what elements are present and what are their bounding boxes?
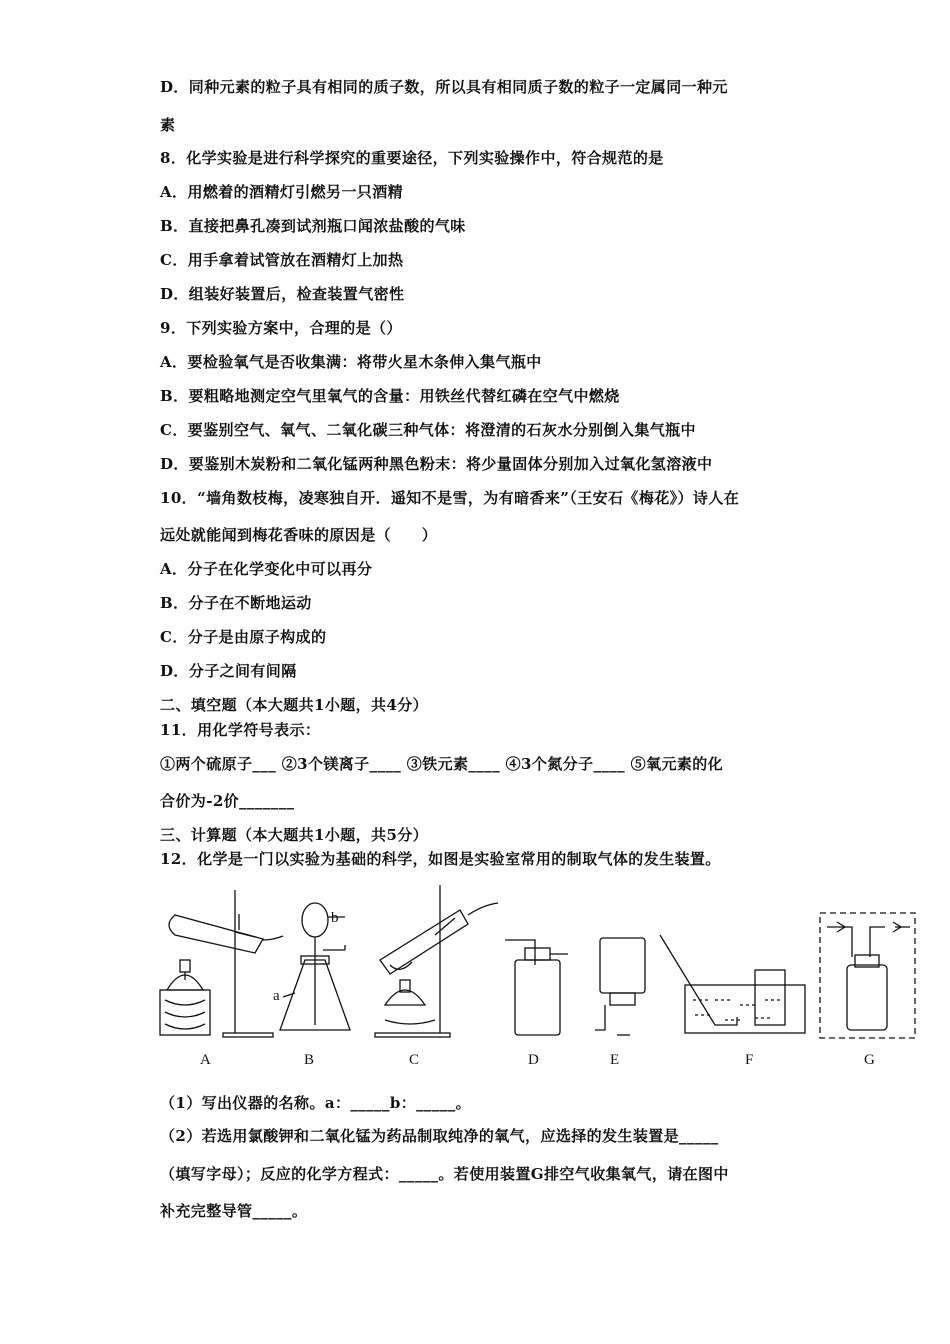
- apparatus-e: [595, 938, 645, 1035]
- line-14: A．分子在化学变化中可以再分: [160, 560, 373, 578]
- apparatus-c: [375, 885, 498, 1037]
- line-23: 12．化学是一门以实验为基础的科学，如图是实验室常用的制取气体的发生装置。: [160, 850, 721, 868]
- line-21: 合价为-2价_______: [160, 792, 295, 810]
- label-d: D: [528, 1052, 539, 1068]
- line-9: B．要粗略地测定空气里氧气的含量：用铁丝代替红磷在空气中燃烧: [160, 387, 620, 405]
- line-18: 二、填空题（本大题共1小题，共4分）: [160, 696, 429, 714]
- line-11: D．要鉴别木炭粉和二氧化锰两种黑色粉末：将少量固体分别加入过氧化氢溶液中: [160, 455, 713, 473]
- line-6: D．组装好装置后，检查装置气密性: [160, 285, 405, 303]
- apparatus-a: [160, 890, 283, 1037]
- apparatus-f: [660, 935, 805, 1033]
- question-2-end: 补充完整导管_____。: [160, 1202, 308, 1220]
- line-0: D．同种元素的粒子具有相同的质子数，所以具有相同质子数的粒子一定属同一种元: [160, 78, 728, 96]
- line-5: C．用手拿着试管放在酒精灯上加热: [160, 251, 404, 269]
- label-a: A: [200, 1052, 211, 1068]
- callout-b: b: [331, 910, 339, 926]
- label-c: C: [409, 1052, 420, 1068]
- line-10: C．要鉴别空气、氧气、二氧化碳三种气体：将澄清的石灰水分别倒入集气瓶中: [160, 421, 696, 439]
- apparatus-g: [820, 913, 915, 1038]
- line-16: C．分子是由原子构成的: [160, 628, 327, 646]
- question-1: （1）写出仪器的名称。a：_____b：_____。: [160, 1094, 472, 1112]
- label-e: E: [610, 1052, 620, 1068]
- line-4: B．直接把鼻孔凑到试剂瓶口闻浓盐酸的气味: [160, 217, 466, 235]
- line-13: 远处就能闻到梅花香味的原因是（ ）: [160, 526, 438, 544]
- question-2-cont: （填写字母）；反应的化学方程式：_____。若使用装置G排空气收集氧气，请在图中: [160, 1165, 729, 1183]
- line-3: A．用燃着的酒精灯引燃另一只酒精: [160, 183, 404, 201]
- apparatus-b: [280, 903, 350, 1030]
- apparatus-d: [505, 940, 568, 1035]
- callout-a: a: [273, 988, 280, 1004]
- line-20: ①两个硫原子___ ②3个镁离子____ ③铁元素____ ④3个氮分子____ ⑤氧元素的化: [160, 755, 724, 773]
- line-7: 9．下列实验方案中，合理的是（）: [160, 319, 402, 337]
- line-12: 10．“墙角数枝梅，凌寒独自开．遥知不是雪，为有暗香来”（王安石《梅花》）诗人在: [160, 489, 740, 507]
- question-2: （2）若选用氯酸钾和二氧化锰为药品制取纯净的氧气，应选择的发生装置是_____: [160, 1127, 719, 1145]
- line-2: 8．化学实验是进行科学探究的重要途径，下列实验操作中，符合规范的是: [160, 149, 664, 167]
- line-19: 11．用化学符号表示：: [160, 721, 321, 739]
- apparatus-figure: [155, 880, 925, 1075]
- label-g: G: [864, 1052, 875, 1068]
- label-f: F: [745, 1052, 754, 1068]
- line-17: D．分子之间有间隔: [160, 662, 297, 680]
- line-15: B．分子在不断地运动: [160, 594, 312, 612]
- line-1: 素: [160, 116, 176, 134]
- line-22: 三、计算题（本大题共1小题，共5分）: [160, 826, 429, 844]
- line-8: A．要检验氧气是否收集满：将带火星木条伸入集气瓶中: [160, 353, 542, 371]
- label-b: B: [304, 1052, 315, 1068]
